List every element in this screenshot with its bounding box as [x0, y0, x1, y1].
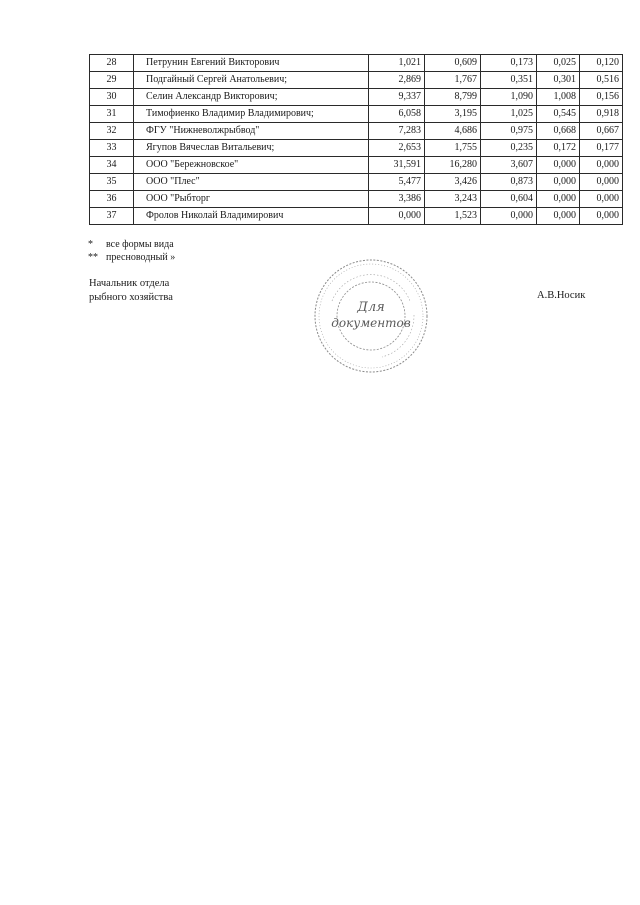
value-cell-3: 1,090 — [481, 89, 537, 106]
value-cell-5: 0,000 — [580, 208, 623, 225]
footnote-text: пресноводный » — [106, 252, 176, 263]
value-cell-1: 6,058 — [369, 106, 425, 123]
table-row — [90, 106, 623, 123]
name-cell: Селин Александр Викторович; — [134, 89, 369, 106]
value-cell-3: 0,604 — [481, 191, 537, 208]
value-cell-2: 1,523 — [425, 208, 481, 225]
value-cell-2: 3,195 — [425, 106, 481, 123]
value-cell-4: 0,172 — [537, 140, 580, 157]
value-cell-3: 3,607 — [481, 157, 537, 174]
value-cell-1: 31,591 — [369, 157, 425, 174]
table-row — [90, 123, 623, 140]
row-number-cell: 37 — [90, 208, 134, 225]
value-cell-2: 1,767 — [425, 72, 481, 89]
row-number-cell: 29 — [90, 72, 134, 89]
signatory-title — [89, 277, 173, 305]
value-cell-1: 9,337 — [369, 89, 425, 106]
value-cell-5: 0,156 — [580, 89, 623, 106]
name-cell: Петрунин Евгений Викторович — [134, 55, 369, 72]
value-cell-4: 0,000 — [537, 191, 580, 208]
value-cell-4: 0,301 — [537, 72, 580, 89]
name-cell: ФГУ "Нижневолжрыбвод" — [134, 123, 369, 140]
row-number-cell: 36 — [90, 191, 134, 208]
table-row — [90, 191, 623, 208]
footnote-mark: ** — [88, 252, 98, 263]
round-stamp — [312, 257, 430, 375]
value-cell-3: 0,000 — [481, 208, 537, 225]
signatory-title-line2: рыбного хозяйства — [89, 292, 173, 303]
table-row — [90, 157, 623, 174]
stamp-text-line2: документов — [331, 316, 411, 330]
row-number-cell: 30 — [90, 89, 134, 106]
value-cell-5: 0,516 — [580, 72, 623, 89]
footnotes — [88, 238, 175, 264]
value-cell-2: 8,799 — [425, 89, 481, 106]
stamp-text-line1: Для — [357, 300, 385, 315]
value-cell-5: 0,667 — [580, 123, 623, 140]
table-row — [90, 208, 623, 225]
name-cell: ООО "Бережновское" — [134, 157, 369, 174]
value-cell-2: 4,686 — [425, 123, 481, 140]
value-cell-1: 3,386 — [369, 191, 425, 208]
value-cell-3: 1,025 — [481, 106, 537, 123]
value-cell-4: 0,000 — [537, 157, 580, 174]
table-row — [90, 140, 623, 157]
footnote-mark: * — [88, 239, 93, 250]
row-number-cell: 33 — [90, 140, 134, 157]
value-cell-1: 2,869 — [369, 72, 425, 89]
footnote-text: все формы вида — [106, 239, 174, 250]
value-cell-3: 0,873 — [481, 174, 537, 191]
row-number-cell: 34 — [90, 157, 134, 174]
name-cell: Фролов Николай Владимирович — [134, 208, 369, 225]
table-row — [90, 55, 623, 72]
value-cell-1: 0,000 — [369, 208, 425, 225]
value-cell-3: 0,351 — [481, 72, 537, 89]
row-number-cell: 28 — [90, 55, 134, 72]
fishing-quota-table — [89, 54, 623, 225]
value-cell-4: 0,025 — [537, 55, 580, 72]
signatory-title-line1: Начальник отдела — [89, 278, 170, 289]
table-row — [90, 89, 623, 106]
name-cell: Подгайный Сергей Анатольевич; — [134, 72, 369, 89]
value-cell-4: 0,668 — [537, 123, 580, 140]
signatory-name: А.В.Носик — [537, 290, 586, 301]
name-cell: Ягупов Вячеслав Витальевич; — [134, 140, 369, 157]
name-cell: ООО "Рыбторг — [134, 191, 369, 208]
value-cell-4: 0,000 — [537, 174, 580, 191]
value-cell-3: 0,173 — [481, 55, 537, 72]
value-cell-1: 7,283 — [369, 123, 425, 140]
name-cell: ООО "Плес" — [134, 174, 369, 191]
value-cell-1: 5,477 — [369, 174, 425, 191]
value-cell-1: 1,021 — [369, 55, 425, 72]
value-cell-3: 0,975 — [481, 123, 537, 140]
value-cell-5: 0,918 — [580, 106, 623, 123]
value-cell-2: 1,755 — [425, 140, 481, 157]
row-number-cell: 32 — [90, 123, 134, 140]
value-cell-2: 16,280 — [425, 157, 481, 174]
value-cell-5: 0,120 — [580, 55, 623, 72]
value-cell-3: 0,235 — [481, 140, 537, 157]
table-row — [90, 72, 623, 89]
value-cell-4: 1,008 — [537, 89, 580, 106]
row-number-cell: 31 — [90, 106, 134, 123]
value-cell-5: 0,000 — [580, 191, 623, 208]
value-cell-4: 0,545 — [537, 106, 580, 123]
row-number-cell: 35 — [90, 174, 134, 191]
footnote-2 — [88, 251, 175, 264]
value-cell-2: 3,243 — [425, 191, 481, 208]
table-row — [90, 174, 623, 191]
value-cell-4: 0,000 — [537, 208, 580, 225]
name-cell: Тимофиенко Владимир Владимирович; — [134, 106, 369, 123]
footnote-1 — [88, 238, 175, 251]
value-cell-2: 3,426 — [425, 174, 481, 191]
value-cell-1: 2,653 — [369, 140, 425, 157]
value-cell-5: 0,000 — [580, 174, 623, 191]
value-cell-5: 0,000 — [580, 157, 623, 174]
value-cell-5: 0,177 — [580, 140, 623, 157]
value-cell-2: 0,609 — [425, 55, 481, 72]
